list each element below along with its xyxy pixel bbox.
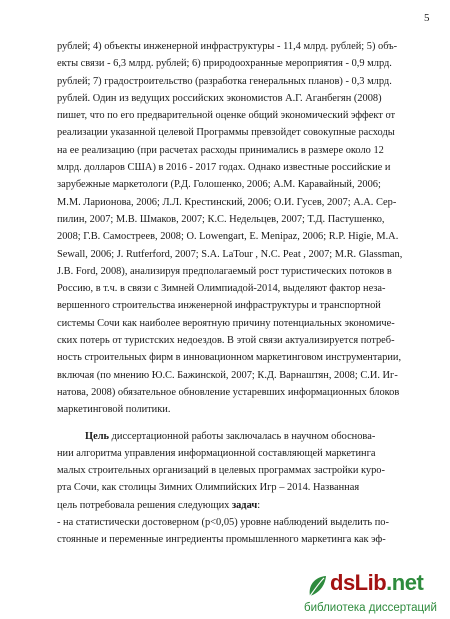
text-line: стоянные и переменные ингредиенты промышленного маркетинга как эф- [57, 534, 386, 546]
tasks-text: цель потребовала решения следующих [57, 499, 232, 511]
text-line: рублей. Один из ведущих российских экономистов А.Г. Аганбегян (2008) [57, 92, 382, 104]
text-line: на ее реализацию (при расчетах расходы принимались в размере около 12 [57, 144, 384, 156]
text-line: малых строительных организаций в целевых программах застройки куро- [57, 465, 385, 477]
watermark [300, 570, 446, 618]
text-line: ских потерь от туристских недоездов. В этой связи актуализируется потреб- [57, 335, 395, 347]
text-line: включая (по мнению Ю.С. Бажинской, 2007; К.Д. Варнаштян, 2008; С.И. Иг- [57, 369, 398, 381]
watermark-site-domain: .net [386, 570, 424, 595]
text-line: - на статистически достоверном (р<0,05) уровне наблюдений выделить по- [57, 517, 389, 529]
text-line: рублей; 7) градостроительство (разработка генеральных планов) - 0,3 млрд. [57, 75, 392, 87]
tasks-heading: задач [231, 499, 258, 511]
goal-heading: Цель [85, 430, 110, 442]
watermark-site-main: dsLib [330, 570, 387, 595]
watermark-tagline: библиотека диссертаций [304, 602, 437, 614]
watermark-site [330, 570, 423, 596]
text-line: ность строительных фирм в инновационном маркетинговом инструментарии, [57, 352, 402, 364]
text-line: натова, 2008) обязательное обновление устаревших информационных блоков [57, 386, 400, 398]
text-line: вершенного строительства инженерной инфраструктуры и транспортной [57, 300, 381, 312]
body-text [57, 38, 423, 549]
text-line: нии алгоритма управления информационной составляющей маркетинга [57, 447, 376, 459]
text-line: маркетинговой политики. [57, 404, 171, 416]
text-line: реализации указанной целевой Программы превзойдет совокупные расходы [57, 127, 395, 139]
goal-line [57, 428, 423, 445]
tasks-line [57, 497, 423, 514]
page-number: 5 [424, 12, 430, 24]
text-line: рта Сочи, как столицы Зимних Олимпийских Игр – 2014. Названная [57, 482, 360, 494]
leaf-logo-icon [306, 574, 328, 598]
text-line: пилин, 2007; М.В. Шмаков, 2007; К.С. Недельцев, 2007; Т.Д. Пастушенко, [57, 213, 385, 225]
text-line: млрд. долларов США) в 2016 - 2017 годах. Однако известные российские и [57, 162, 391, 174]
paragraph-gap [57, 419, 423, 428]
tasks-colon: : [257, 499, 261, 511]
text-line: Sewall, 2006; J. Rutferford, 2007; S.A. LaTour , N.C. Peat , 2007; M.R. Glassman, [57, 248, 403, 260]
text-line: екты связи - 6,3 млрд. рублей; 6) природоохранные мероприятия - 0,9 млрд. [57, 58, 392, 70]
text-line: М.М. Ларионова, 2006; Л.Л. Крестинский, 2006; О.И. Гусев, 2007; А.А. Сер- [57, 196, 397, 208]
text-line: пишет, что по его предварительной оценке общий экономический эффект от [57, 110, 396, 122]
text-line: Россию, в т.ч. в связи с Зимней Олимпиадой-2014, выделяют фактор неза- [57, 283, 386, 295]
text-line: зарубежные маркетологи (Р.Д. Голошенко, 2006; А.М. Каравайный, 2006; [57, 179, 381, 191]
text-line: J.B. Ford, 2008), анализируя предполагаемый рост туристических потоков в [57, 265, 392, 277]
text-line: системы Сочи как наиболее вероятную причину потенциальных экономиче- [57, 317, 395, 329]
text-line: 2008; Г.В. Самостреев, 2008; O. Lowengart, E. Menipaz, 2006; R.P. Higie, M.A. [57, 231, 399, 243]
goal-text: диссертационной работы заключалась в научном обоснова- [109, 430, 376, 442]
text-line: рублей; 4) объекты инженерной инфраструктуры - 11,4 млрд. рублей; 5) объ- [57, 41, 398, 52]
